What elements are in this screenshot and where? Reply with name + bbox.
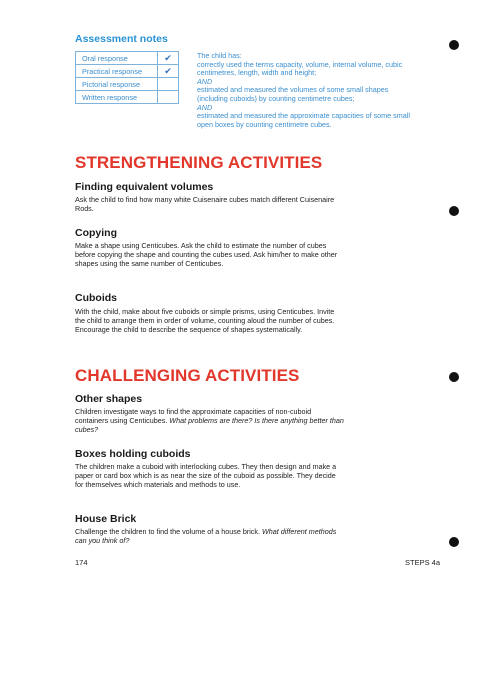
series-label: STEPS 4a (405, 558, 441, 567)
criteria-line: correctly used the terms capacity, volume, internal volume, cubic (197, 59, 403, 69)
section-text: With the child, make about five cuboids or simple prisms, using Centicubes. Invite the child to arrange them in order of volume, counting aloud the number of cubes. Encourage the child to describe the sequence of shapes systematically. (75, 307, 335, 334)
assessment-row (76, 65, 179, 78)
assessment-title: Assessment notes (75, 33, 168, 45)
assessment-table (75, 51, 179, 104)
section-text-question: What different methods can you think of? (75, 527, 337, 545)
binder-hole (449, 372, 459, 382)
binder-hole (449, 537, 459, 547)
strengthening-heading: STRENGTHENING ACTIVITIES (75, 153, 323, 172)
section-title: Copying (75, 227, 117, 239)
page-number: 174 (75, 558, 88, 567)
section-title: Cuboids (75, 292, 117, 304)
criteria-line: estimated and measured the approximate capacities of some small (197, 111, 410, 121)
assessment-row (76, 91, 179, 104)
assessment-row-label: Practical response (76, 65, 158, 78)
section-text-body: Children investigate ways to find the approximate capacities of non-cuboid containers using Centicubes. (75, 407, 312, 425)
tick-cell (158, 78, 179, 91)
criteria-line: centimetres, length, width and height; (197, 68, 317, 78)
criteria-line: The child has: (197, 51, 242, 60)
section-text: Make a shape using Centicubes. Ask the child to estimate the number of cubes before copying the shape and counting the cubes used. Ask him/her to make other shapes using the same number of Centicubes. (75, 241, 338, 268)
binder-hole (449, 40, 459, 50)
section-text (75, 528, 345, 546)
section-title: Finding equivalent volumes (75, 181, 214, 193)
section-title: Other shapes (75, 393, 143, 405)
section-title: Boxes holding cuboids (75, 448, 191, 460)
criteria-line: (including cuboids) by counting centimetre cubes; (197, 93, 355, 103)
assessment-row (76, 78, 179, 91)
assessment-row-label: Pictorial response (76, 78, 158, 91)
criteria-line: estimated and measured the volumes of some small shapes (197, 85, 389, 95)
section-title: House Brick (75, 513, 137, 525)
tick-cell (158, 91, 179, 104)
binder-hole (449, 206, 459, 216)
challenging-heading: CHALLENGING ACTIVITIES (75, 366, 300, 385)
section-text-body: Challenge the children to find the volume of a house brick. (75, 527, 260, 536)
criteria-line: open boxes by counting centimetre cubes. (197, 119, 332, 129)
criteria-and: AND (197, 76, 213, 86)
assessment-row-label: Oral response (76, 52, 158, 65)
criteria-and: AND (197, 102, 213, 112)
assessment-row (76, 52, 179, 65)
assessment-row-label: Written response (76, 91, 158, 104)
section-text: The children make a cuboid with interlocking cubes. They then design and make a paper or card box which is as near the size of the cuboid as possible. They decide for themselves which materials and methods to use. (75, 462, 337, 489)
section-text: Ask the child to find how many white Cuisenaire cubes match different Cuisenaire Rods. (75, 195, 335, 213)
tick-icon: ✔ (158, 65, 179, 78)
section-text (75, 408, 345, 435)
tick-icon: ✔ (158, 52, 179, 65)
section-text-question: What problems are there? Is there anything better than cubes? (75, 415, 344, 434)
assessment-criteria (197, 52, 452, 129)
